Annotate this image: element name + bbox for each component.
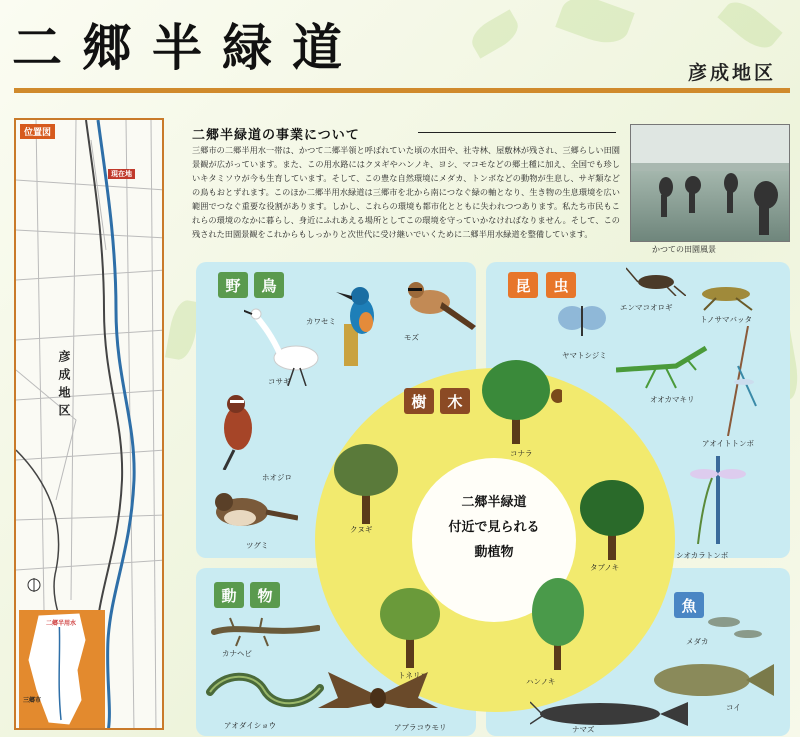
species-label-hannoki: ハンノキ — [526, 677, 556, 686]
center-caption — [412, 490, 576, 565]
meadow-bunting-illustration — [214, 390, 274, 470]
damselfly-illustration — [718, 326, 758, 436]
background-leaf — [717, 0, 782, 56]
hannoki-tree-illustration — [514, 576, 600, 672]
center-line-2: 付近で見られる — [448, 520, 540, 535]
grasshopper-illustration — [696, 276, 758, 312]
species-label-enmakoorogi: エンマコオロギ — [620, 303, 673, 312]
species-label-aburakoumori: アブラコウモリ — [394, 723, 447, 732]
header-divider — [14, 88, 790, 93]
cricket-illustration — [626, 266, 686, 296]
species-label-koi: コイ — [726, 703, 741, 712]
species-label-toneriko: トネリコ — [398, 671, 428, 680]
city-outline — [19, 610, 105, 728]
species-label-tonosamabatta: トノサマバッタ — [700, 315, 752, 324]
species-label-mozu: モズ — [404, 333, 419, 342]
dusky-thrush-illustration — [206, 486, 298, 538]
inset-canal-label: 二郷半用水 — [46, 620, 77, 627]
species-label-shiokaratonbo: シオカラトンボ — [676, 551, 729, 560]
grass-lizard-illustration — [210, 614, 320, 648]
background-leaf — [466, 9, 523, 58]
species-label-kawasemi: カワセミ — [306, 317, 336, 326]
location-map — [14, 118, 164, 730]
medaka-illustration — [700, 610, 770, 644]
kingfisher-illustration — [336, 276, 396, 366]
map-title: 位置図 — [20, 124, 55, 139]
insects-tag-2: 虫 — [546, 272, 576, 298]
species-label-hoojiro: ホオジロ — [262, 473, 292, 482]
insects-tag-1: 昆 — [508, 272, 538, 298]
inset-city-label: 三郷市 — [23, 697, 42, 704]
species-label-tsugumi: ツグミ — [246, 541, 269, 550]
toneriko-tree-illustration — [370, 584, 450, 670]
little-egret-illustration — [244, 296, 334, 386]
photo-caption: かつての田園風景 — [652, 245, 716, 254]
animals-tag-1: 動 — [214, 582, 244, 608]
species-label-ookamakiri: オオカマキリ — [650, 395, 695, 404]
heading-rule — [418, 132, 616, 133]
page-title: 二郷半緑道 — [12, 19, 362, 77]
animals-tag-2: 物 — [250, 582, 280, 608]
catfish-illustration — [530, 696, 690, 730]
rice-planting-scene — [631, 125, 789, 241]
species-label-kanahebi: カナヘビ — [222, 649, 252, 658]
rat-snake-illustration — [204, 668, 324, 718]
trees-tag-2: 木 — [440, 388, 470, 414]
species-label-konara: コナラ — [510, 449, 533, 458]
kunugi-tree-illustration — [326, 440, 406, 526]
background-leaf — [555, 0, 634, 51]
bat-illustration — [318, 668, 438, 724]
current-location-marker: 現在地 — [108, 169, 135, 179]
species-label-aodaishou: アオダイショウ — [224, 721, 277, 730]
district-name: 彦成地区 — [687, 62, 776, 84]
birds-tag-1: 野 — [218, 272, 248, 298]
center-line-1: 二郷半緑道 — [461, 495, 527, 510]
species-label-yamatoshijimi: ヤマトシジミ — [562, 351, 607, 360]
city-inset-map — [19, 610, 105, 728]
species-label-tabunoki: タブノキ — [590, 563, 620, 572]
konara-tree-illustration — [472, 352, 562, 448]
center-line-3: 動植物 — [474, 545, 514, 560]
trees-tag-1: 樹 — [404, 388, 434, 414]
species-label-aoitotonbo: アオイトトンボ — [702, 439, 755, 448]
intro-body: 三郷市の二郷半用水一帯は、かつて二郷半領と呼ばれていた頃の水田や、社寺林、屋敷林が残され、三郷らしい田園景観が広がっています。また、この用水路にはクヌギやハンノキ、ヨシ、マコモなどの郷土種に加え、全国でも珍しいキタミソウが今も生育しています。そして、この豊な自然環境にメダカ、トンボなどの動物が生息し、サギ類などの鳥もおとずれます。このほか二郷半用水緑道は三郷市を北から南につなぐ緑の軸となり、生き物の生息環境を広い範囲でつなぐ重要な役割があります。しかし、これらの環境も都市化とともに失われつつあります。私たち市民もこれらの環境のなかに暮らし、身近にふれあえる場所としてこの環境を守っていかなければなりません。そして、この残された田園景観をこれからもしっかりと次世代に受け継いでいくために二郷半用水緑道を整備しています。 — [192, 145, 620, 239]
map-district-label: 彦成地区 — [57, 350, 71, 422]
intro-heading: 二郷半緑道の事業について — [192, 128, 360, 143]
mantis-illustration — [616, 340, 716, 390]
shrike-illustration — [402, 272, 476, 334]
butterfly-illustration — [556, 298, 608, 344]
species-label-kunugi: クヌギ — [350, 525, 373, 534]
species-label-kosagi: コサギ — [268, 377, 291, 386]
fish-tag: 魚 — [674, 592, 704, 618]
species-label-namazu: ナマズ — [572, 725, 595, 734]
historical-photo — [630, 124, 790, 242]
tabunoki-tree-illustration — [572, 476, 652, 562]
skimmer-illustration — [688, 448, 748, 544]
species-label-medaka: メダカ — [686, 637, 709, 646]
birds-tag-2: 鳥 — [254, 272, 284, 298]
